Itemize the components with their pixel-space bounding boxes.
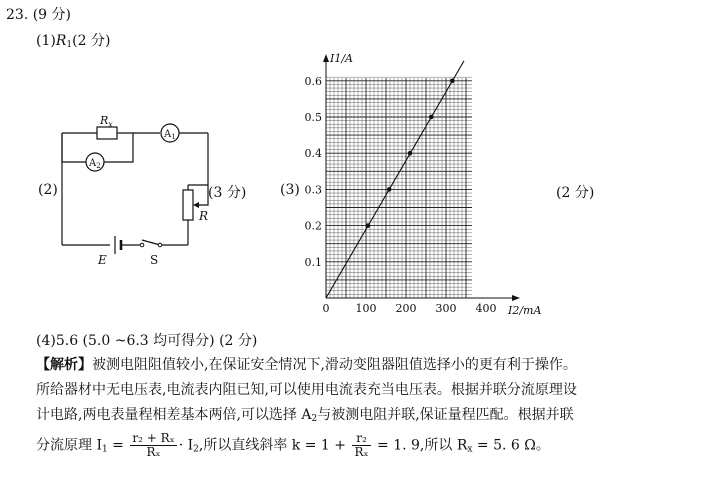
graph-marks xyxy=(326,61,464,298)
data-point xyxy=(450,79,455,84)
svg-text:Rx xyxy=(99,114,113,129)
rx-label-sub: x xyxy=(108,120,113,129)
formula-end: = 5. 6 Ω。 xyxy=(472,437,550,454)
fraction-1-denominator: Rₓ xyxy=(146,445,161,459)
x-tick-label: 300 xyxy=(435,302,457,315)
y-tick-label: 0.6 xyxy=(304,74,322,88)
y-tick-label: 0.4 xyxy=(304,147,322,161)
analysis-text-3b: 与被测电阻并联,保证量程匹配。根据并联 xyxy=(317,407,574,423)
r-label: R xyxy=(199,209,209,223)
a2-label: A xyxy=(89,158,97,169)
formula-fraction-2 xyxy=(352,432,370,459)
formula-prefix-sub: 1 xyxy=(101,444,108,455)
analysis-tag: 【解析】 xyxy=(36,357,92,373)
formula-eq: = xyxy=(107,437,129,454)
a2-label-sub: 2 xyxy=(96,162,101,170)
rheostat-r xyxy=(183,190,193,220)
formula-mid-2: ,所以直线斜率 k = 1 + xyxy=(198,437,351,454)
formula-mid-3-sub: x xyxy=(467,444,473,455)
formula-fraction-1 xyxy=(130,432,176,459)
graph-grid xyxy=(326,77,472,298)
analysis-line-4 xyxy=(36,432,550,459)
formula-mid-1: · I xyxy=(178,437,194,454)
rx-label: R xyxy=(100,114,109,127)
part3-score: (2 分) xyxy=(556,185,595,201)
part1-var: R xyxy=(55,33,67,49)
circuit-diagram xyxy=(0,0,250,280)
i1-i2-graph xyxy=(300,40,570,330)
data-point xyxy=(387,187,392,192)
question-header: 23. (9 分) xyxy=(6,7,71,23)
x-tick-label: 400 xyxy=(475,302,497,315)
svg-text:A1 xyxy=(163,129,176,141)
fraction-2-denominator: Rₓ xyxy=(354,445,369,459)
part4-answer: (4)5.6 (5.0 ~6.3 均可得分) (2 分) xyxy=(36,333,258,349)
y-tick-label: 0.5 xyxy=(304,111,322,124)
x-tick-label: 100 xyxy=(355,302,377,315)
e-label: E xyxy=(98,253,107,267)
part1-sub: 1 xyxy=(66,40,73,50)
data-point xyxy=(408,151,413,156)
data-point xyxy=(366,223,371,228)
formula-mid-3: = 1. 9,所以 R xyxy=(372,437,468,454)
analysis-text-1: 被测电阻阻值较小,在保证安全情况下,滑动变阻器阻值选择小的更有利于操作。 xyxy=(92,357,577,373)
a1-label: A xyxy=(164,129,172,140)
fraction-1-numerator: r₂ + Rₓ xyxy=(132,431,175,445)
y-axis-arrow xyxy=(323,54,329,62)
s-label: S xyxy=(150,253,159,267)
analysis-text-3a-sub: 2 xyxy=(311,414,318,424)
analysis-line-3 xyxy=(36,404,574,424)
analysis-line-2: 所给器材中无电压表,电流表内阻已知,可以使用电流表充当电压表。根据并联分流原理设 xyxy=(36,382,577,398)
part1-score: (2 分) xyxy=(72,33,111,49)
y-tick-label: 0.3 xyxy=(304,183,322,197)
part2-score: (3 分) xyxy=(208,185,247,201)
x-axis-arrow xyxy=(512,295,520,301)
x-axis-label: I2/mA xyxy=(508,304,542,317)
y-axis-label: I1/A xyxy=(330,52,353,65)
analysis-text-3a: 计电路,两电表量程相差基本两倍,可以选择 A xyxy=(36,407,312,423)
part1-label: (1) xyxy=(36,33,56,49)
formula-mid-1-sub: 2 xyxy=(193,444,199,455)
svg-text:A2 xyxy=(88,158,101,170)
graph-ticks xyxy=(305,75,497,315)
y-tick-label: 0.2 xyxy=(304,219,322,233)
x-tick-label: 0 xyxy=(322,302,330,315)
rx-resistor xyxy=(97,127,117,139)
a1-label-sub: 1 xyxy=(171,133,176,141)
fraction-2-numerator: r₂ xyxy=(352,432,370,446)
fit-line xyxy=(326,61,464,298)
analysis-line-1 xyxy=(36,354,577,374)
y-tick-label: 0.1 xyxy=(304,255,322,269)
formula-prefix: 分流原理 I xyxy=(36,437,102,454)
x-tick-label: 200 xyxy=(395,302,417,315)
part3-label: (3) xyxy=(280,182,300,198)
part2-label: (2) xyxy=(38,182,58,198)
data-point xyxy=(429,115,434,120)
